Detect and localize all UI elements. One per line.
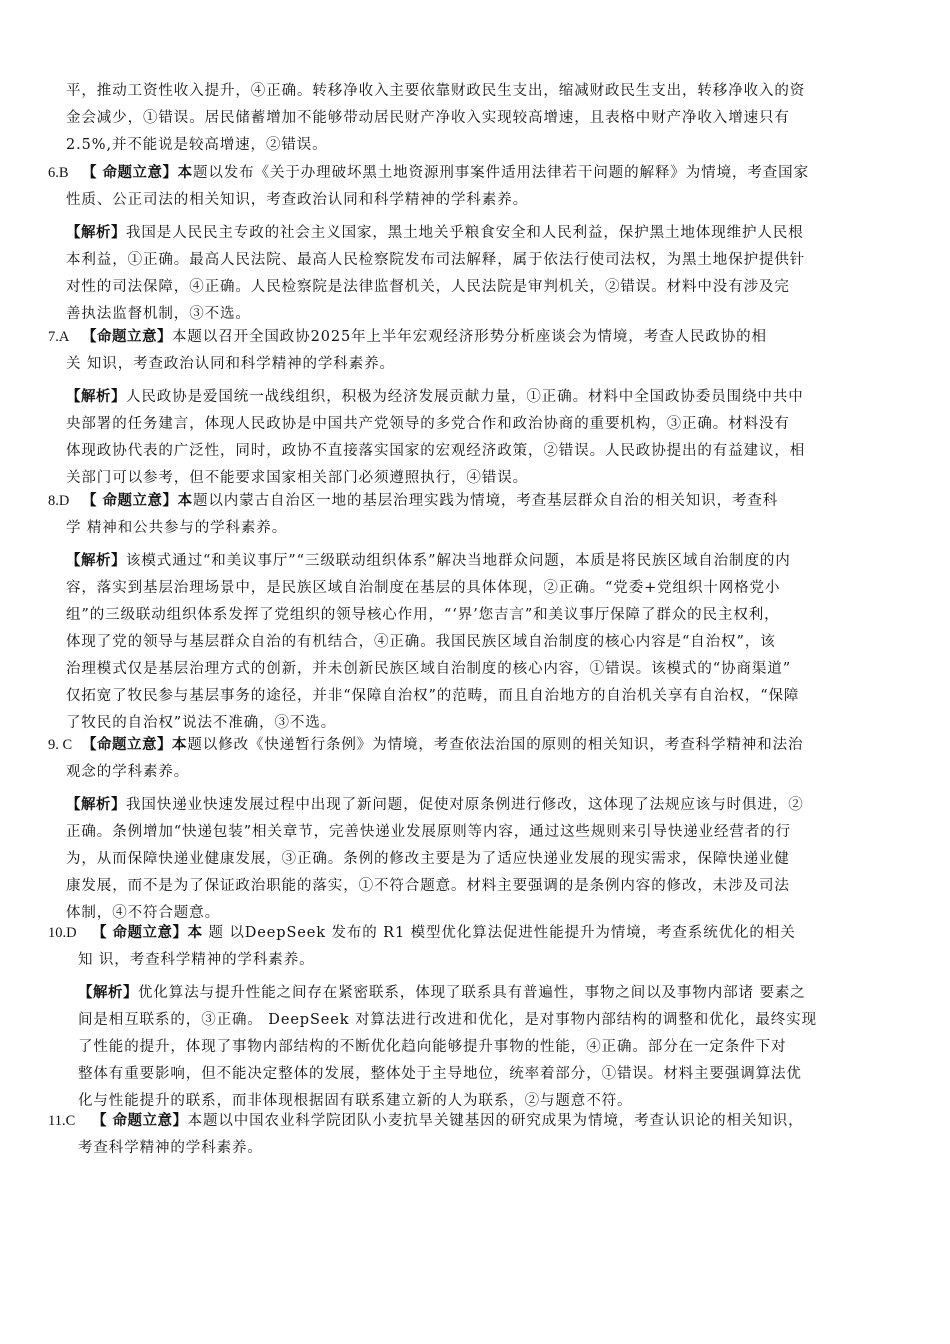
analysis-text: 正确。条例增加“快递包装”相关章节，完善快递业发展原则等内容，通过这些规则来引导快递业经营者的行 [66, 824, 792, 840]
intent-mark: 本 [177, 165, 193, 181]
analysis-text: 为，从而保障快递业健康发展，③正确。条例的修改主要是为了适应快递业发展的现实需求，保障快递业健 [66, 851, 790, 867]
intent-mark: 本 [177, 493, 193, 509]
analysis-text: 对性的司法保障，④正确。人民检察院是法律监督机关，人民法院是审判机关，②错误。材料中没有涉及完 [66, 279, 790, 295]
analysis-tag: 【解析】 [66, 797, 126, 813]
intent-mark: 本 [187, 925, 203, 941]
analysis-text: 体现了党的领导与基层群众自治的有机结合，④正确。我国民族区域自治制度的核心内容是“自治权”，该 [66, 634, 776, 650]
question-number: 6.B [48, 165, 69, 181]
intent-text: 考查科学精神的学科素养。 [78, 1140, 263, 1156]
analysis-tag: 【解析】 [66, 553, 126, 569]
intro-line: 平，推动工资性收入提升，④正确。转移净收入主要依靠财政民生支出，缩减财政民生支出，转移净收入的资 [66, 83, 806, 99]
analysis-text: 关部门可以参考，但不能要求国家相关部门必须遵照执行，④错误。 [66, 470, 528, 486]
intent-text: 观念的学科素养。 [66, 764, 190, 780]
analysis-text: 体现政协代表的广泛性，同时，政协不直接落实国家的宏观经济政策，②错误。人民政协提出的有益建议，相 [66, 443, 806, 459]
answer-item-7 [48, 324, 908, 492]
analysis-text: 体制，④不符合题意。 [66, 905, 220, 921]
question-number: 11.C [48, 1113, 76, 1129]
analysis-text: 本利益，①正确。最高人民法院、最高人民检察院发布司法解释，属于依法行使司法权，为黑土地保护提供针 [66, 252, 806, 268]
analysis-text: 优化算法与提升性能之间存在紧密联系，体现了联系具有普遍性，事物之间以及事物内部诸 要素之 [138, 985, 806, 1001]
intent-tag: 【 命题立意】 [82, 165, 178, 181]
analysis-text: 组”的三级联动组织体系发挥了党组织的领导核心作用，“‘界’您吉言”和美议事厅保障了群众的民主权利， [66, 607, 780, 623]
intent-tag: 【命题立意】 [82, 737, 172, 753]
analysis-text: 央部署的任务建言，体现人民政协是中国共产党领导的多党合作和政治协商的重要机构，③正确。材料没有 [66, 416, 790, 432]
analysis-text: 治理模式仅是基层治理方式的创新，并未创新民族区域自治制度的核心内容，①错误。该模式的“协商渠道” [66, 661, 792, 677]
intent-tag: 【 命题立意】 [92, 925, 188, 941]
question-number: 7.A [48, 329, 70, 345]
analysis-text: 康发展，而不是为了保证政治职能的落实，①不符合题意。材料主要强调的是条例内容的修改，未涉及司法 [66, 878, 790, 894]
analysis-tag: 【解析】 [66, 389, 126, 405]
intent-text: 题以发布《关于办理破坏黑土地资源刑事案件适用法律若干问题的解释》为情境，考查国家 [192, 165, 809, 181]
analysis-text: 人民政协是爱国统一战线组织，积极为经济发展贡献力量，①正确。材料中全国政协委员围绕中共中 [126, 389, 804, 405]
analysis-text: 善执法监督机制，③不选。 [66, 306, 251, 322]
question-number: 8.D [48, 493, 70, 509]
analysis-text: 仅拓宽了牧民参与基层事务的途径，并非“保障自治权”的范畴，而且自治地方的自治机关享有自治权，“保障 [66, 688, 800, 704]
intent-tag: 【命题立意】 [82, 329, 172, 345]
intent-tag: 【 命题立意】 [92, 1113, 188, 1129]
analysis-text: 化与性能提升的联系，而非体现根据固有联系建立新的人为联系，②与题意不符。 [78, 1093, 633, 1109]
intent-text: 题以内蒙古自治区一地的基层治理实践为情境，考查基层群众自治的相关知识，考查科 [192, 493, 779, 509]
analysis-text: 我国是人民民主专政的社会主义国家，黑土地关乎粮食安全和人民利益，保护黑土地体现维护人民根 [126, 225, 804, 241]
intent-text: 本题以召开全国政协2025年上半年宏观经济形势分析座谈会为情境，考查人民政协的相 [172, 329, 767, 345]
answer-item-6 [48, 160, 908, 328]
intent-text: 关 知识，考查政治认同和科学精神的学科素养。 [66, 356, 395, 372]
analysis-text: 了性能的提升，体现了事物内部结构的不断优化趋向能够提升事物的性能，④正确。部分在一定条件下对 [78, 1039, 787, 1055]
analysis-text: 该模式通过“和美议事厅”“三级联动组织体系”解决当地群众问题，本质是将民族区域自治制度的内 [126, 553, 791, 569]
analysis-text: 整体有重要影响，但不能决定整体的发展，整体处于主导地位，统率着部分，①错误。材料主要强调算法优 [78, 1066, 802, 1082]
answer-item-10 [48, 920, 908, 1115]
intent-text: 性质、公正司法的相关知识，考查政治认同和科学精神的学科素养。 [66, 192, 528, 208]
analysis-text: 我国快递业快速发展过程中出现了新问题，促使对原条例进行修改，这体现了法规应该与时俱进，② [126, 797, 804, 813]
intent-text: 知 识，考查科学精神的学科素养。 [78, 952, 315, 968]
analysis-tag: 【解析】 [66, 225, 126, 241]
intent-tag: 【 命题立意】 [82, 493, 178, 509]
intent-text: 题以修改《快递暂行条例》为情境，考查依法治国的原则的相关知识，考查科学精神和法治 [187, 737, 804, 753]
intro-line: 金会减少，①错误。居民储蓄增加不能够带动居民财产净收入实现较高增速，且表格中财产净收入增速只有 [66, 110, 790, 126]
answer-item-9 [48, 732, 908, 927]
intent-text: 题 以DeepSeek 发布的 R1 模型优化算法促进性能提升为情境，考查系统优化的相关 [202, 925, 796, 941]
question-number: 9. C [48, 737, 73, 753]
intent-text: 本题以中国农业科学院团队小麦抗旱关键基因的研究成果为情境，考查认识论的相关知识， [187, 1113, 804, 1129]
intro-line: 2.5%,并不能说是较高增速，②错误。 [66, 137, 328, 153]
analysis-text: 容，落实到基层治理场景中，是民族区域自治制度在基层的具体体现，②正确。“党委+党组织十网格党小 [66, 580, 781, 596]
answer-item-8 [48, 488, 908, 737]
analysis-text: 了牧民的自治权”说法不准确，③不选。 [66, 715, 337, 731]
answer-item-11 [48, 1108, 908, 1162]
analysis-text: 间是相互联系的，③正确。 DeepSeek 对算法进行改进和优化，是对事物内部结构的调整和优化，最终实现 [78, 1012, 817, 1028]
intent-mark: 本 [172, 737, 188, 753]
analysis-tag: 【解析】 [78, 985, 138, 1001]
intent-text: 学 精神和公共参与的学科素养。 [66, 520, 288, 536]
question-number: 10.D [48, 925, 77, 941]
intro-continuation [48, 78, 908, 159]
